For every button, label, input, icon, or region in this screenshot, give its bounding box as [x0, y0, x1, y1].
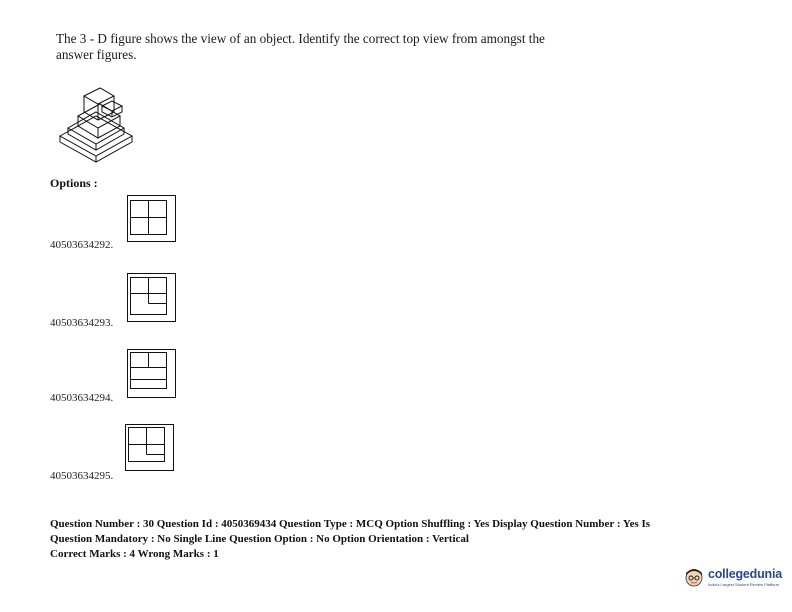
option-figure-1[interactable]	[127, 195, 177, 243]
option-figure-4[interactable]	[125, 424, 175, 472]
question-line-1: The 3 - D figure shows the view of an object. Identify the correct top view from amongst the	[56, 31, 545, 46]
options-label: Options :	[50, 176, 98, 190]
option-id-4: 40503634295.	[50, 470, 114, 482]
question-metadata	[50, 517, 750, 562]
option-id-3: 40503634294.	[50, 392, 114, 404]
question-line-2: answer figures.	[56, 47, 137, 62]
logo-tagline: India's Largest Student Review Platform	[708, 582, 780, 587]
option-id-1: 40503634292.	[50, 239, 114, 251]
meta-line-3: Correct Marks : 4 Wrong Marks : 1	[50, 548, 219, 560]
option-id-2: 40503634293.	[50, 317, 114, 329]
isometric-object-figure	[56, 76, 146, 168]
mascot-icon	[683, 566, 705, 588]
option-figure-2[interactable]	[127, 273, 177, 323]
logo-name: collegedunia	[708, 567, 783, 581]
meta-line-1: Question Number : 30 Question Id : 4050369434 Question Type : MCQ Option Shuffling : Yes Display Question Number : Yes Is	[50, 518, 651, 530]
option-figure-3[interactable]	[127, 349, 177, 399]
collegedunia-logo	[683, 566, 782, 588]
meta-line-2: Question Mandatory : No Single Line Question Option : No Option Orientation : Vertical	[50, 533, 469, 545]
question-text	[56, 31, 656, 63]
